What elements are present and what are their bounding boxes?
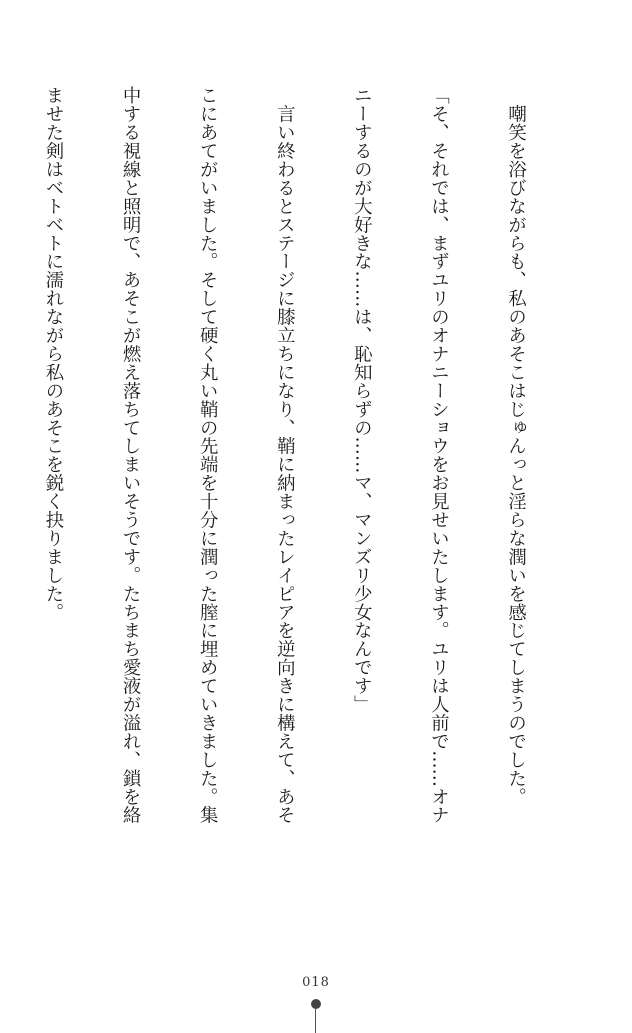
- page-marker-dot-icon: [311, 999, 321, 1009]
- text-line: 言い終わるとステージに膝立ちになり、鞘に納まったレイピアを逆向きに構えて、あそ: [274, 86, 296, 824]
- text-line: 「そ、それでは、まずユリのオナニーショウをお見せいたします。ユリは人前で……オナ: [428, 86, 450, 824]
- vertical-text-body: [0, 86, 580, 846]
- text-line: こにあてがいました。そして硬く丸い鞘の先端を十分に潤った膣に埋めていきました。集: [197, 86, 219, 824]
- text-line: ませた剣はベトベトに濡れながら私のあそこを鋭く抉りました。: [42, 86, 64, 622]
- page-number: 018: [302, 975, 330, 990]
- page-marker-line: [315, 1009, 316, 1033]
- text-line: 嘲笑を浴びながらも、私のあそこはじゅんっと淫らな潤いを感じてしまうのでした。: [505, 86, 527, 806]
- text-line: ニーするのが大好きな……は、恥知らずの……マ、マンズリ少女なんです」: [351, 86, 373, 714]
- text-line: 中する視線と照明で、あそこが燃え落ちてしまいそうです。たちまち愛液が溢れ、鎖を絡: [120, 86, 142, 824]
